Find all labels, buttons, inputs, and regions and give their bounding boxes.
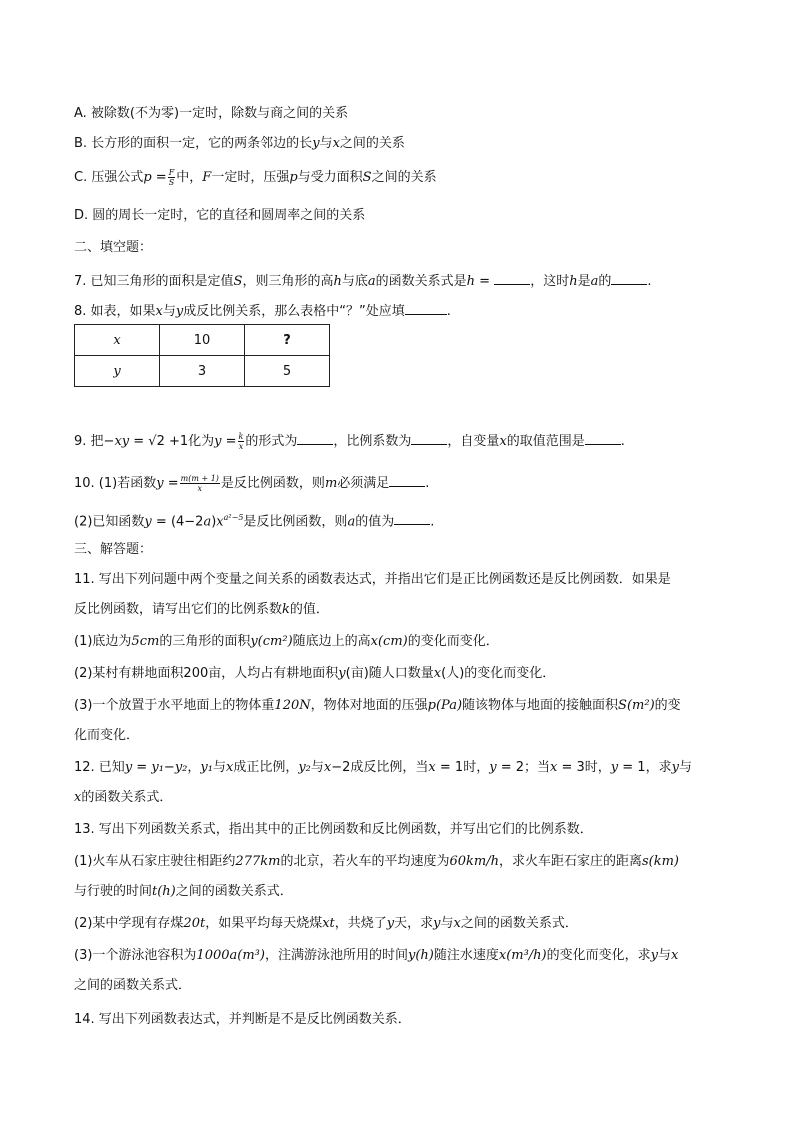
table-cell: 10 [160,325,245,356]
option-d: D. 圆的周长一定时，它的直径和圆周率之间的关系 [74,208,366,223]
answer-blank[interactable] [411,430,447,445]
section-answer-heading: 三、解答题： [74,542,153,557]
question-13-part-2: (2)某中学现有存煤20t，如果平均每天烧煤xt，共烧了y天，求y与x之间的函数关系式． [74,916,578,931]
question-11-line-1: 11. 写出下列问题中两个变量之间关系的函数表达式，并指出它们是正比例函数还是反比例函数．如果是 [74,572,671,587]
question-12-line-1: 12. 已知y = y₁−y₂，y₁与x成正比例，y₂与x−2成反比例，当x = 1时，y = 2；当x = 3时，y = 1，求y与 [74,760,692,775]
question-7: 7. 已知三角形的面积是定值S，则三角形的高h与底a的函数关系式是h = ，这时h是a的 . [74,270,754,292]
question-8: 8. 如表，如果x与y成反比例关系，那么表格中“？”处应填 . [74,300,754,322]
option-a: A. 被除数(不为零)一定时，除数与商之间的关系 [74,106,349,121]
answer-blank[interactable] [611,270,647,285]
data-table [74,324,330,387]
fraction-m-over-x: $\frac{m(m + 1)}{x}$ [180,474,219,493]
question-11-part-3: (3)一个放置于水平地面上的物体重120N，物体对地面的压强p(Pa)随该物体与地面的接触面积S(m²)的变 [74,698,681,713]
answer-blank[interactable] [389,472,425,487]
option-c: C. 压强公式p = $\frac{F}{S}$ 中，F一定时，压强p与受力面积S之间的关系 [74,168,437,187]
answer-blank[interactable] [585,430,621,445]
table-row [75,325,330,356]
fraction-k-over-x: $\frac{k}{x}$ [238,432,244,451]
table-row [75,356,330,387]
question-13-part-1-cont: 与行驶的时间t(h)之间的函数关系式． [74,884,293,899]
option-b: B. 长方形的面积一定，它的两条邻边的长y与x之间的关系 [74,136,405,151]
answer-blank[interactable] [297,430,333,445]
answer-blank[interactable] [494,270,530,285]
fraction-f-over-s: $\frac{F}{S}$ [168,168,175,187]
question-13-part-3: (3)一个游泳池容积为1000a(m³)，注满游泳池所用的时间y(h)随注水速度x(m³/h)的变化而变化，求y与x [74,948,679,963]
question-10-part-2: (2)已知函数$y = (4-2a)x^{a^2-5}$是反比例函数，则a的值为 . [74,508,754,532]
table-cell: y [75,356,160,387]
table-cell: 5 [245,356,330,387]
question-11-part-3-cont: 化而变化． [74,728,140,743]
question-13-part-3-cont: 之间的函数关系式． [74,978,192,993]
question-12-line-2: x的函数关系式． [74,790,173,805]
question-10-part-1: 10. (1)若函数y = $\frac{m(m + 1)}{x}$ 是反比例函数，则m必须满足 . [74,474,430,493]
answer-blank[interactable] [405,300,447,315]
section-fill-in-heading: 二、填空题： [74,240,153,255]
table-cell: 3 [160,356,245,387]
table-cell: ? [245,325,330,356]
question-11-part-1: (1)底边为5cm的三角形的面积y(cm²)随底边上的高x(cm)的变化而变化． [74,634,499,649]
question-14: 14. 写出下列函数表达式，并判断是不是反比例函数关系． [74,1012,411,1027]
question-11-line-2: 反比例函数，请写出它们的比例系数k的值． [74,602,329,617]
question-13-part-1: (1)火车从石家庄驶往相距约277km的北京，若火车的平均速度为60km/h，求火车距石家庄的距离s(km) [74,854,680,869]
question-11-part-2: (2)某村有耕地面积200亩，人均占有耕地面积y(亩)随人口数量x(人)的变化而变化． [74,666,556,681]
question-9: 9. 把−xy = √2 +1化为y = $\frac{k}{x}$ 的形式为 ，比例系数为 ，自变量x的取值范围是 . [74,432,625,451]
table-cell: x [75,325,160,356]
question-13-line-1: 13. 写出下列函数关系式，指出其中的正比例函数和反比例函数，并写出它们的比例系数． [74,822,593,837]
answer-blank[interactable] [394,510,430,525]
